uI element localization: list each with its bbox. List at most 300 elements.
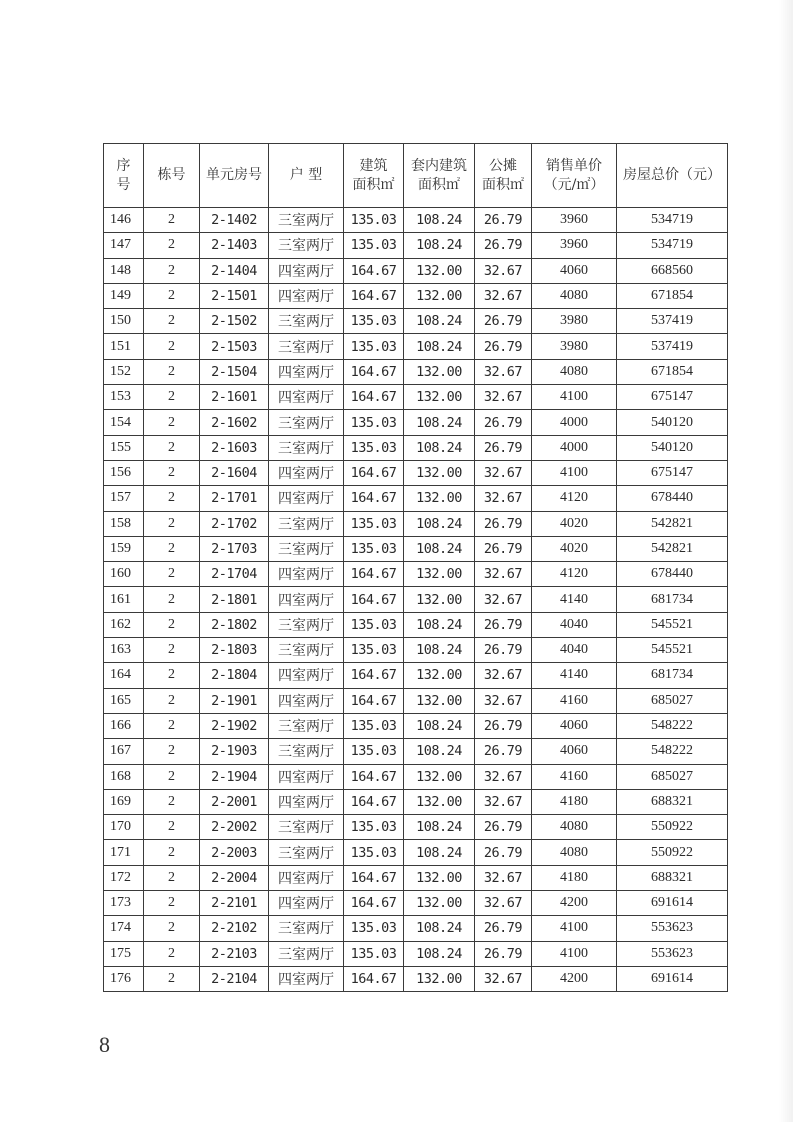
cell-inner-floor-area: 132.00 bbox=[404, 562, 475, 587]
cell-unit-price: 4020 bbox=[532, 536, 617, 561]
cell-unit-price: 4060 bbox=[532, 739, 617, 764]
cell-unit-price: 3960 bbox=[532, 208, 617, 233]
cell-building-no: 2 bbox=[144, 511, 200, 536]
cell-inner-floor-area: 132.00 bbox=[404, 764, 475, 789]
table-row bbox=[104, 815, 728, 840]
cell-unit-price: 4080 bbox=[532, 840, 617, 865]
cell-inner-floor-area: 132.00 bbox=[404, 789, 475, 814]
cell-building-no: 2 bbox=[144, 359, 200, 384]
cell-seq-no: 170 bbox=[104, 815, 144, 840]
scan-page-edge bbox=[779, 0, 793, 1122]
cell-seq-no: 174 bbox=[104, 916, 144, 941]
cell-shared-area: 32.67 bbox=[475, 385, 532, 410]
column-header-total-price bbox=[617, 144, 728, 208]
cell-shared-area: 26.79 bbox=[475, 208, 532, 233]
cell-layout-type: 三室两厅 bbox=[269, 713, 344, 738]
cell-total-price: 537419 bbox=[617, 309, 728, 334]
cell-inner-floor-area: 108.24 bbox=[404, 739, 475, 764]
cell-seq-no: 152 bbox=[104, 359, 144, 384]
column-header-line: 栋号 bbox=[157, 167, 186, 183]
cell-building-no: 2 bbox=[144, 587, 200, 612]
table-row bbox=[104, 713, 728, 738]
cell-inner-floor-area: 132.00 bbox=[404, 283, 475, 308]
cell-layout-type: 四室两厅 bbox=[269, 865, 344, 890]
cell-unit-room-no: 2-1702 bbox=[200, 511, 269, 536]
column-header-unit-room-no bbox=[200, 144, 269, 208]
table-row bbox=[104, 612, 728, 637]
cell-total-price: 681734 bbox=[617, 663, 728, 688]
cell-shared-area: 32.67 bbox=[475, 359, 532, 384]
cell-layout-type: 四室两厅 bbox=[269, 460, 344, 485]
cell-gross-floor-area: 164.67 bbox=[344, 562, 404, 587]
cell-building-no: 2 bbox=[144, 941, 200, 966]
column-header-line: 面积㎡ bbox=[352, 176, 395, 193]
cell-layout-type: 四室两厅 bbox=[269, 764, 344, 789]
cell-shared-area: 26.79 bbox=[475, 916, 532, 941]
column-header-line: 房屋总价（元） bbox=[623, 167, 721, 183]
cell-inner-floor-area: 132.00 bbox=[404, 688, 475, 713]
cell-shared-area: 26.79 bbox=[475, 536, 532, 561]
cell-inner-floor-area: 108.24 bbox=[404, 612, 475, 637]
table-row bbox=[104, 663, 728, 688]
cell-inner-floor-area: 108.24 bbox=[404, 638, 475, 663]
cell-shared-area: 26.79 bbox=[475, 713, 532, 738]
cell-total-price: 550922 bbox=[617, 840, 728, 865]
cell-unit-room-no: 2-1603 bbox=[200, 435, 269, 460]
cell-inner-floor-area: 108.24 bbox=[404, 334, 475, 359]
cell-unit-price: 4080 bbox=[532, 359, 617, 384]
cell-total-price: 678440 bbox=[617, 562, 728, 587]
cell-building-no: 2 bbox=[144, 334, 200, 359]
cell-unit-price: 3960 bbox=[532, 233, 617, 258]
cell-total-price: 542821 bbox=[617, 511, 728, 536]
cell-unit-price: 4140 bbox=[532, 587, 617, 612]
cell-shared-area: 32.67 bbox=[475, 663, 532, 688]
column-header-inner-floor-area bbox=[404, 144, 475, 208]
table-row bbox=[104, 258, 728, 283]
cell-layout-type: 三室两厅 bbox=[269, 334, 344, 359]
cell-unit-room-no: 2-2003 bbox=[200, 840, 269, 865]
column-header-line: 序 bbox=[116, 157, 131, 174]
cell-seq-no: 157 bbox=[104, 486, 144, 511]
cell-inner-floor-area: 132.00 bbox=[404, 891, 475, 916]
table-row bbox=[104, 536, 728, 561]
cell-unit-room-no: 2-2102 bbox=[200, 916, 269, 941]
cell-gross-floor-area: 135.03 bbox=[344, 916, 404, 941]
cell-total-price: 671854 bbox=[617, 359, 728, 384]
cell-total-price: 545521 bbox=[617, 612, 728, 637]
cell-gross-floor-area: 164.67 bbox=[344, 460, 404, 485]
cell-total-price: 691614 bbox=[617, 891, 728, 916]
cell-gross-floor-area: 135.03 bbox=[344, 334, 404, 359]
cell-unit-room-no: 2-1703 bbox=[200, 536, 269, 561]
column-header-unit-price bbox=[532, 144, 617, 208]
table-row bbox=[104, 283, 728, 308]
cell-gross-floor-area: 164.67 bbox=[344, 764, 404, 789]
cell-unit-price: 4100 bbox=[532, 941, 617, 966]
cell-seq-no: 163 bbox=[104, 638, 144, 663]
cell-layout-type: 三室两厅 bbox=[269, 309, 344, 334]
cell-total-price: 548222 bbox=[617, 713, 728, 738]
cell-unit-price: 4000 bbox=[532, 435, 617, 460]
cell-gross-floor-area: 164.67 bbox=[344, 283, 404, 308]
column-header-gross-floor-area bbox=[344, 144, 404, 208]
column-header-building-no bbox=[144, 144, 200, 208]
cell-inner-floor-area: 108.24 bbox=[404, 208, 475, 233]
cell-total-price: 685027 bbox=[617, 688, 728, 713]
cell-unit-room-no: 2-1602 bbox=[200, 410, 269, 435]
cell-unit-price: 4100 bbox=[532, 385, 617, 410]
cell-layout-type: 三室两厅 bbox=[269, 815, 344, 840]
column-header-line: 面积㎡ bbox=[418, 176, 460, 193]
cell-total-price: 534719 bbox=[617, 208, 728, 233]
cell-unit-price: 3980 bbox=[532, 309, 617, 334]
cell-inner-floor-area: 132.00 bbox=[404, 258, 475, 283]
cell-seq-no: 172 bbox=[104, 865, 144, 890]
cell-total-price: 685027 bbox=[617, 764, 728, 789]
cell-unit-price: 4080 bbox=[532, 283, 617, 308]
cell-inner-floor-area: 108.24 bbox=[404, 435, 475, 460]
cell-layout-type: 四室两厅 bbox=[269, 966, 344, 991]
cell-unit-room-no: 2-1801 bbox=[200, 587, 269, 612]
column-header-line: 公摊 bbox=[489, 157, 517, 174]
cell-total-price: 688321 bbox=[617, 865, 728, 890]
table-row bbox=[104, 966, 728, 991]
page-number: 8 bbox=[99, 1032, 110, 1057]
column-header-seq-no bbox=[104, 144, 144, 208]
cell-unit-price: 4160 bbox=[532, 688, 617, 713]
cell-seq-no: 153 bbox=[104, 385, 144, 410]
cell-building-no: 2 bbox=[144, 789, 200, 814]
cell-seq-no: 173 bbox=[104, 891, 144, 916]
cell-total-price: 553623 bbox=[617, 916, 728, 941]
cell-total-price: 553623 bbox=[617, 941, 728, 966]
cell-seq-no: 162 bbox=[104, 612, 144, 637]
cell-shared-area: 26.79 bbox=[475, 309, 532, 334]
column-header-line: 建筑 bbox=[359, 157, 388, 174]
cell-seq-no: 146 bbox=[104, 208, 144, 233]
cell-seq-no: 150 bbox=[104, 309, 144, 334]
column-header-line: 销售单价 bbox=[546, 157, 602, 174]
cell-seq-no: 165 bbox=[104, 688, 144, 713]
cell-seq-no: 151 bbox=[104, 334, 144, 359]
table-row bbox=[104, 385, 728, 410]
cell-shared-area: 32.67 bbox=[475, 891, 532, 916]
cell-gross-floor-area: 164.67 bbox=[344, 385, 404, 410]
cell-seq-no: 171 bbox=[104, 840, 144, 865]
cell-shared-area: 26.79 bbox=[475, 739, 532, 764]
cell-unit-price: 4000 bbox=[532, 410, 617, 435]
cell-gross-floor-area: 135.03 bbox=[344, 815, 404, 840]
cell-layout-type: 三室两厅 bbox=[269, 208, 344, 233]
cell-layout-type: 四室两厅 bbox=[269, 789, 344, 814]
cell-seq-no: 154 bbox=[104, 410, 144, 435]
cell-shared-area: 26.79 bbox=[475, 334, 532, 359]
cell-building-no: 2 bbox=[144, 638, 200, 663]
table-body bbox=[104, 208, 728, 992]
cell-inner-floor-area: 108.24 bbox=[404, 713, 475, 738]
cell-total-price: 681734 bbox=[617, 587, 728, 612]
cell-gross-floor-area: 135.03 bbox=[344, 410, 404, 435]
cell-unit-room-no: 2-1604 bbox=[200, 460, 269, 485]
cell-shared-area: 26.79 bbox=[475, 435, 532, 460]
cell-unit-price: 4100 bbox=[532, 916, 617, 941]
cell-unit-room-no: 2-1501 bbox=[200, 283, 269, 308]
cell-total-price: 668560 bbox=[617, 258, 728, 283]
column-header-shared-area bbox=[475, 144, 532, 208]
header-row bbox=[104, 144, 728, 208]
cell-shared-area: 32.67 bbox=[475, 587, 532, 612]
cell-total-price: 545521 bbox=[617, 638, 728, 663]
cell-layout-type: 三室两厅 bbox=[269, 638, 344, 663]
cell-building-no: 2 bbox=[144, 435, 200, 460]
cell-building-no: 2 bbox=[144, 966, 200, 991]
cell-shared-area: 32.67 bbox=[475, 562, 532, 587]
cell-seq-no: 160 bbox=[104, 562, 144, 587]
cell-shared-area: 32.67 bbox=[475, 764, 532, 789]
table-row bbox=[104, 789, 728, 814]
cell-layout-type: 四室两厅 bbox=[269, 258, 344, 283]
table-row bbox=[104, 840, 728, 865]
cell-unit-room-no: 2-1503 bbox=[200, 334, 269, 359]
cell-unit-room-no: 2-2002 bbox=[200, 815, 269, 840]
cell-layout-type: 三室两厅 bbox=[269, 511, 344, 536]
table-row bbox=[104, 916, 728, 941]
cell-building-no: 2 bbox=[144, 916, 200, 941]
cell-building-no: 2 bbox=[144, 739, 200, 764]
cell-unit-price: 4080 bbox=[532, 815, 617, 840]
cell-gross-floor-area: 164.67 bbox=[344, 891, 404, 916]
cell-total-price: 675147 bbox=[617, 385, 728, 410]
table-row bbox=[104, 587, 728, 612]
cell-seq-no: 158 bbox=[104, 511, 144, 536]
cell-gross-floor-area: 164.67 bbox=[344, 486, 404, 511]
cell-inner-floor-area: 132.00 bbox=[404, 359, 475, 384]
table-row bbox=[104, 562, 728, 587]
cell-gross-floor-area: 135.03 bbox=[344, 208, 404, 233]
cell-unit-room-no: 2-2004 bbox=[200, 865, 269, 890]
cell-inner-floor-area: 132.00 bbox=[404, 460, 475, 485]
cell-building-no: 2 bbox=[144, 764, 200, 789]
cell-unit-price: 4180 bbox=[532, 789, 617, 814]
cell-unit-price: 4040 bbox=[532, 612, 617, 637]
table-row bbox=[104, 865, 728, 890]
cell-unit-room-no: 2-1402 bbox=[200, 208, 269, 233]
cell-inner-floor-area: 108.24 bbox=[404, 309, 475, 334]
cell-unit-room-no: 2-1802 bbox=[200, 612, 269, 637]
cell-seq-no: 155 bbox=[104, 435, 144, 460]
cell-inner-floor-area: 108.24 bbox=[404, 233, 475, 258]
cell-unit-price: 4200 bbox=[532, 891, 617, 916]
cell-shared-area: 26.79 bbox=[475, 410, 532, 435]
cell-unit-room-no: 2-1704 bbox=[200, 562, 269, 587]
cell-unit-room-no: 2-1504 bbox=[200, 359, 269, 384]
cell-building-no: 2 bbox=[144, 713, 200, 738]
cell-inner-floor-area: 108.24 bbox=[404, 536, 475, 561]
cell-seq-no: 168 bbox=[104, 764, 144, 789]
cell-seq-no: 147 bbox=[104, 233, 144, 258]
cell-gross-floor-area: 135.03 bbox=[344, 713, 404, 738]
cell-inner-floor-area: 108.24 bbox=[404, 410, 475, 435]
cell-total-price: 675147 bbox=[617, 460, 728, 485]
cell-unit-price: 4180 bbox=[532, 865, 617, 890]
cell-layout-type: 四室两厅 bbox=[269, 385, 344, 410]
cell-inner-floor-area: 132.00 bbox=[404, 486, 475, 511]
cell-shared-area: 32.67 bbox=[475, 258, 532, 283]
cell-unit-price: 4060 bbox=[532, 258, 617, 283]
table-row bbox=[104, 359, 728, 384]
cell-unit-room-no: 2-1803 bbox=[200, 638, 269, 663]
cell-seq-no: 148 bbox=[104, 258, 144, 283]
cell-building-no: 2 bbox=[144, 486, 200, 511]
cell-seq-no: 149 bbox=[104, 283, 144, 308]
cell-total-price: 688321 bbox=[617, 789, 728, 814]
cell-unit-price: 4120 bbox=[532, 562, 617, 587]
cell-inner-floor-area: 132.00 bbox=[404, 385, 475, 410]
cell-layout-type: 四室两厅 bbox=[269, 359, 344, 384]
cell-shared-area: 32.67 bbox=[475, 865, 532, 890]
cell-total-price: 540120 bbox=[617, 435, 728, 460]
cell-unit-room-no: 2-1601 bbox=[200, 385, 269, 410]
cell-building-no: 2 bbox=[144, 562, 200, 587]
cell-unit-price: 4160 bbox=[532, 764, 617, 789]
cell-inner-floor-area: 108.24 bbox=[404, 815, 475, 840]
cell-inner-floor-area: 108.24 bbox=[404, 916, 475, 941]
cell-layout-type: 三室两厅 bbox=[269, 739, 344, 764]
cell-unit-room-no: 2-1902 bbox=[200, 713, 269, 738]
cell-unit-price: 4120 bbox=[532, 486, 617, 511]
cell-total-price: 691614 bbox=[617, 966, 728, 991]
cell-gross-floor-area: 135.03 bbox=[344, 309, 404, 334]
cell-unit-price: 4200 bbox=[532, 966, 617, 991]
cell-gross-floor-area: 164.67 bbox=[344, 258, 404, 283]
cell-inner-floor-area: 108.24 bbox=[404, 511, 475, 536]
table-row bbox=[104, 891, 728, 916]
cell-gross-floor-area: 135.03 bbox=[344, 233, 404, 258]
cell-layout-type: 四室两厅 bbox=[269, 587, 344, 612]
cell-building-no: 2 bbox=[144, 385, 200, 410]
cell-seq-no: 176 bbox=[104, 966, 144, 991]
cell-unit-room-no: 2-1804 bbox=[200, 663, 269, 688]
cell-building-no: 2 bbox=[144, 891, 200, 916]
cell-gross-floor-area: 164.67 bbox=[344, 688, 404, 713]
table-row bbox=[104, 233, 728, 258]
cell-seq-no: 166 bbox=[104, 713, 144, 738]
table-row bbox=[104, 764, 728, 789]
cell-unit-room-no: 2-1502 bbox=[200, 309, 269, 334]
cell-unit-price: 4040 bbox=[532, 638, 617, 663]
cell-total-price: 540120 bbox=[617, 410, 728, 435]
column-header-layout-type bbox=[269, 144, 344, 208]
table-row bbox=[104, 460, 728, 485]
cell-unit-room-no: 2-1701 bbox=[200, 486, 269, 511]
column-header-line: 套内建筑 bbox=[411, 157, 467, 174]
cell-inner-floor-area: 132.00 bbox=[404, 587, 475, 612]
cell-shared-area: 32.67 bbox=[475, 966, 532, 991]
cell-gross-floor-area: 135.03 bbox=[344, 435, 404, 460]
table-row bbox=[104, 941, 728, 966]
cell-gross-floor-area: 135.03 bbox=[344, 612, 404, 637]
cell-gross-floor-area: 164.67 bbox=[344, 587, 404, 612]
table-row bbox=[104, 739, 728, 764]
table-row bbox=[104, 410, 728, 435]
table-row bbox=[104, 638, 728, 663]
cell-total-price: 671854 bbox=[617, 283, 728, 308]
cell-unit-price: 4060 bbox=[532, 713, 617, 738]
cell-seq-no: 161 bbox=[104, 587, 144, 612]
table-header bbox=[104, 144, 728, 208]
column-header-line: 面积㎡ bbox=[482, 176, 524, 193]
table-row bbox=[104, 688, 728, 713]
cell-building-no: 2 bbox=[144, 840, 200, 865]
cell-shared-area: 26.79 bbox=[475, 815, 532, 840]
cell-building-no: 2 bbox=[144, 410, 200, 435]
cell-seq-no: 169 bbox=[104, 789, 144, 814]
cell-unit-room-no: 2-2001 bbox=[200, 789, 269, 814]
cell-unit-room-no: 2-2103 bbox=[200, 941, 269, 966]
cell-building-no: 2 bbox=[144, 612, 200, 637]
cell-layout-type: 三室两厅 bbox=[269, 233, 344, 258]
cell-total-price: 550922 bbox=[617, 815, 728, 840]
cell-unit-price: 4100 bbox=[532, 460, 617, 485]
cell-shared-area: 26.79 bbox=[475, 612, 532, 637]
cell-inner-floor-area: 132.00 bbox=[404, 663, 475, 688]
cell-unit-price: 4020 bbox=[532, 511, 617, 536]
cell-building-no: 2 bbox=[144, 309, 200, 334]
cell-gross-floor-area: 164.67 bbox=[344, 966, 404, 991]
cell-gross-floor-area: 135.03 bbox=[344, 638, 404, 663]
cell-layout-type: 三室两厅 bbox=[269, 435, 344, 460]
column-header-line: 户 型 bbox=[289, 167, 323, 183]
cell-layout-type: 四室两厅 bbox=[269, 562, 344, 587]
cell-building-no: 2 bbox=[144, 536, 200, 561]
cell-unit-room-no: 2-1903 bbox=[200, 739, 269, 764]
cell-inner-floor-area: 132.00 bbox=[404, 865, 475, 890]
cell-total-price: 678440 bbox=[617, 486, 728, 511]
cell-unit-price: 4140 bbox=[532, 663, 617, 688]
cell-gross-floor-area: 135.03 bbox=[344, 840, 404, 865]
cell-shared-area: 32.67 bbox=[475, 688, 532, 713]
cell-layout-type: 四室两厅 bbox=[269, 283, 344, 308]
cell-total-price: 548222 bbox=[617, 739, 728, 764]
cell-layout-type: 四室两厅 bbox=[269, 663, 344, 688]
cell-layout-type: 三室两厅 bbox=[269, 410, 344, 435]
cell-unit-room-no: 2-1901 bbox=[200, 688, 269, 713]
table-row bbox=[104, 435, 728, 460]
column-header-line: 单元房号 bbox=[206, 167, 262, 183]
cell-layout-type: 四室两厅 bbox=[269, 688, 344, 713]
cell-building-no: 2 bbox=[144, 460, 200, 485]
cell-shared-area: 26.79 bbox=[475, 941, 532, 966]
cell-shared-area: 26.79 bbox=[475, 840, 532, 865]
cell-layout-type: 三室两厅 bbox=[269, 612, 344, 637]
cell-gross-floor-area: 135.03 bbox=[344, 941, 404, 966]
cell-unit-room-no: 2-1904 bbox=[200, 764, 269, 789]
cell-seq-no: 159 bbox=[104, 536, 144, 561]
cell-seq-no: 156 bbox=[104, 460, 144, 485]
cell-unit-room-no: 2-1403 bbox=[200, 233, 269, 258]
cell-unit-room-no: 2-1404 bbox=[200, 258, 269, 283]
cell-gross-floor-area: 164.67 bbox=[344, 359, 404, 384]
cell-layout-type: 四室两厅 bbox=[269, 891, 344, 916]
column-header-line: 号 bbox=[116, 176, 131, 193]
cell-seq-no: 164 bbox=[104, 663, 144, 688]
housing-price-table bbox=[103, 143, 728, 992]
cell-total-price: 534719 bbox=[617, 233, 728, 258]
cell-gross-floor-area: 164.67 bbox=[344, 789, 404, 814]
cell-layout-type: 三室两厅 bbox=[269, 941, 344, 966]
table-row bbox=[104, 486, 728, 511]
